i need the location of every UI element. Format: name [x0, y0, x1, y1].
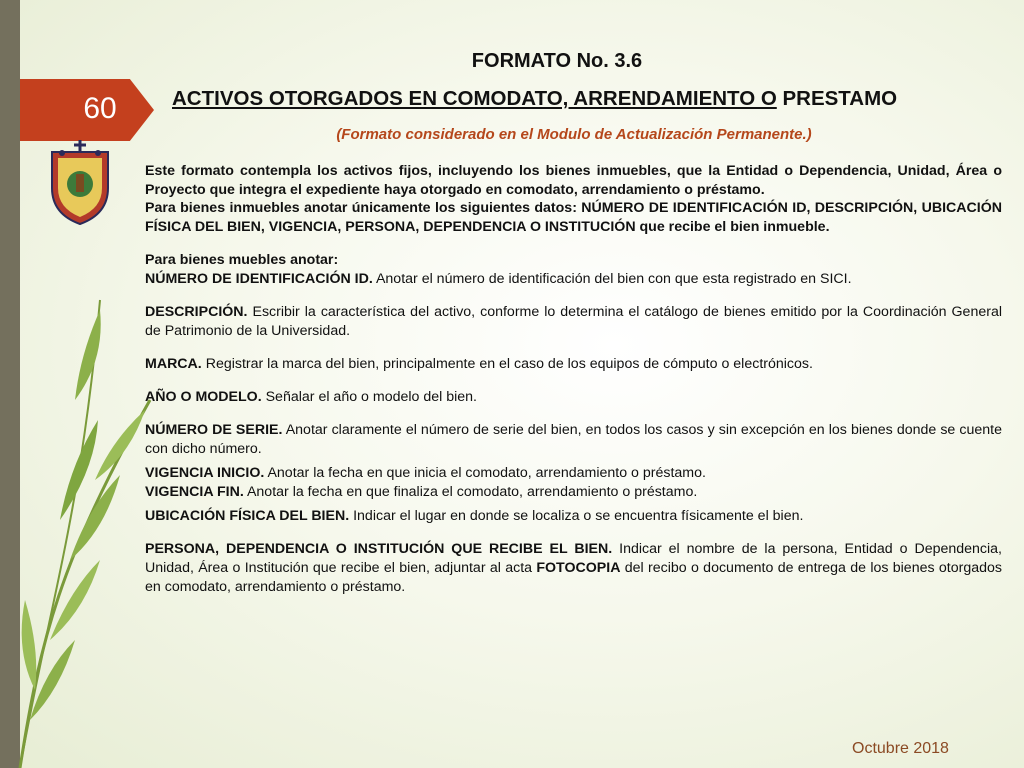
field-text: Señalar el año o modelo del bien. — [261, 388, 477, 405]
footer-date: Octubre 2018 — [852, 740, 949, 757]
inmuebles-paragraph: Para bienes inmuebles anotar únicamente los siguientes datos: NÚMERO DE IDENTIFICACIÓN ID, DESCRIPCIÓN, UBICACIÓN FÍSICA DEL BIEN, VIGENCIA, PERSONA, DEPENDENCIA O INSTITUCIÓN que recibe el bien inmueble. — [145, 200, 1002, 235]
field-marca — [145, 355, 1002, 374]
field-descripcion — [145, 303, 1002, 340]
field-vigencia-inicio — [145, 464, 1002, 483]
field-text: Escribir la característica del activo, conforme lo determina el catálogo de bienes emitido por la Coordinación General de Patrimonio de la Universidad. — [145, 304, 1002, 339]
field-strong: FOTOCOPIA — [536, 560, 621, 576]
field-label: PERSONA, DEPENDENCIA O INSTITUCIÓN QUE RECIBE EL BIEN. — [145, 541, 613, 558]
field-ubicacion — [145, 507, 1002, 526]
field-text: Indicar el lugar en donde se localiza o se encuentra físicamente el bien. — [349, 508, 804, 525]
field-label: NÚMERO DE SERIE. — [145, 421, 283, 438]
field-label: VIGENCIA FIN. — [145, 483, 244, 500]
field-text: Registrar la marca del bien, principalmente en el caso de los equipos de cómputo o electrónicos. — [201, 355, 813, 372]
slide-title — [172, 87, 897, 111]
field-numero-id — [145, 270, 1002, 289]
field-numero-serie — [145, 421, 1002, 458]
field-label: VIGENCIA INICIO. — [145, 465, 265, 482]
slide-body — [145, 162, 1002, 596]
field-text-after: del recibo o documento de entrega de los bienes otorgados en comodato, arrendamiento o préstamo. — [145, 560, 1002, 595]
field-vigencia-fin — [145, 483, 1002, 502]
muebles-heading: Para bienes muebles anotar: — [145, 252, 339, 269]
field-anio-modelo — [145, 388, 1002, 407]
field-persona — [145, 540, 1002, 596]
slide-subtitle: (Formato considerado en el Modulo de Actualización Permanente.) — [336, 126, 812, 143]
field-text: Anotar la fecha en que inicia el comodato, arrendamiento o préstamo. — [264, 465, 706, 482]
university-crest-logo — [42, 138, 118, 226]
field-text: Indicar el nombre de la persona, Entidad o Dependencia, Unidad, Área o Institución que recibe el bien, adjuntar al acta — [145, 541, 1003, 576]
field-text: Anotar la fecha en que finaliza el comodato, arrendamiento o préstamo. — [243, 483, 698, 500]
field-text: Anotar el número de identificación del bien con que esta registrado en SICI. — [372, 270, 852, 287]
formato-number: FORMATO No. 3.6 — [471, 50, 643, 72]
slide-title-underlined: ACTIVOS OTORGADOS EN COMODATO, ARRENDAMIENTO O — [172, 87, 777, 110]
field-text: Anotar claramente el número de serie del bien, en todos los casos y sin excepción en los bienes donde se cuente con dicho número. — [145, 421, 1002, 457]
intro-paragraph: Este formato contempla los activos fijos, incluyendo los bienes inmuebles, que la Entidad o Dependencia, Unidad, Área o Proyecto que integra el expediente haya otorgado en comodato, arrendamiento o préstamo. — [145, 163, 1002, 198]
field-label: NÚMERO DE IDENTIFICACIÓN ID. — [145, 270, 373, 287]
field-label: AÑO O MODELO. — [145, 388, 262, 405]
field-label: DESCRIPCIÓN. — [145, 304, 248, 321]
page-number: 60 — [83, 92, 117, 125]
field-label: MARCA. — [145, 355, 202, 372]
field-label: UBICACIÓN FÍSICA DEL BIEN. — [145, 508, 350, 525]
slide-title-end: PRESTAMO — [776, 87, 898, 110]
